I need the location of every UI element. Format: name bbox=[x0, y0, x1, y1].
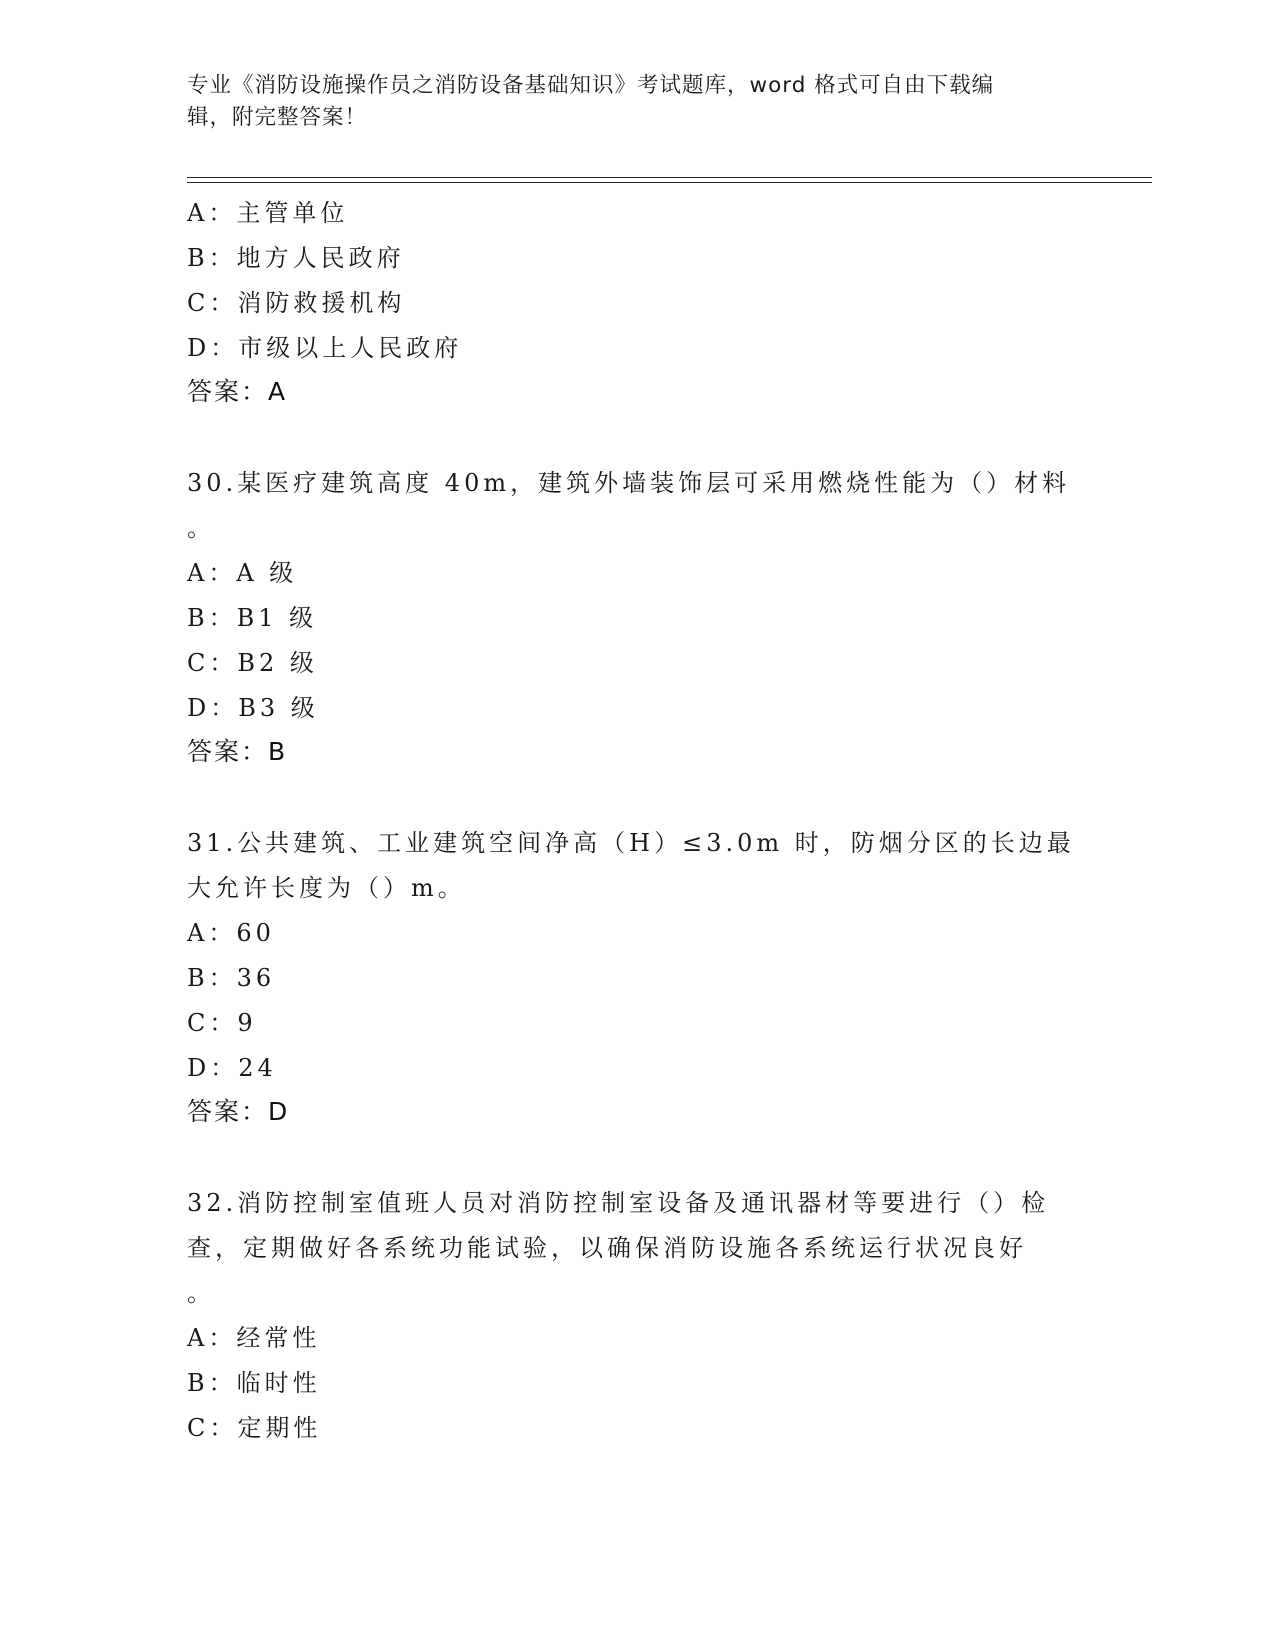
q31-option-b: B：36 bbox=[187, 964, 276, 992]
q30-option-d: D：B3 级 bbox=[187, 694, 319, 722]
header-line-2: 辑，附完整答案！ bbox=[187, 105, 368, 130]
q30-option-a: A：A 级 bbox=[187, 559, 298, 587]
q29-answer: 答案：A bbox=[187, 377, 288, 406]
q31-option-c: C：9 bbox=[187, 1009, 257, 1037]
q32-option-a: A：经常性 bbox=[187, 1324, 321, 1352]
q30-stem-line-1: 30.某医疗建筑高度 40m，建筑外墙装饰层可采用燃烧性能为（）材料 bbox=[187, 469, 1071, 497]
q30-option-b: B：B1 级 bbox=[187, 604, 318, 632]
q29-option-c: C：消防救援机构 bbox=[187, 289, 406, 317]
q31-option-d: D：24 bbox=[187, 1054, 277, 1082]
header-divider-bottom bbox=[187, 182, 1152, 183]
q30-option-c: C：B2 级 bbox=[187, 649, 318, 677]
q31-answer: 答案：D bbox=[187, 1097, 290, 1126]
q29-option-d: D：市级以上人民政府 bbox=[187, 334, 463, 362]
q32-stem-line-1: 32.消防控制室值班人员对消防控制室设备及通讯器材等要进行（）检 bbox=[187, 1189, 1050, 1217]
q31-option-a: A：60 bbox=[187, 919, 275, 947]
q31-stem-line-1: 31.公共建筑、工业建筑空间净高（H）≤3.0m 时，防烟分区的长边最 bbox=[187, 829, 1075, 857]
q31-stem-line-2: 大允许长度为（）m。 bbox=[187, 874, 466, 902]
q32-stem-line-3: 。 bbox=[187, 1279, 215, 1307]
q32-option-b: B：临时性 bbox=[187, 1369, 321, 1397]
header-line-1: 专业《消防设施操作员之消防设备基础知识》考试题库，word 格式可自由下载编 bbox=[187, 73, 995, 98]
document-header bbox=[187, 70, 1067, 134]
q30-stem-line-2: 。 bbox=[187, 514, 215, 542]
q32-option-c: C：定期性 bbox=[187, 1414, 322, 1442]
q30-answer: 答案：B bbox=[187, 737, 288, 766]
q32-stem-line-2: 查，定期做好各系统功能试验，以确保消防设施各系统运行状况良好 bbox=[187, 1234, 1027, 1262]
header-divider-top bbox=[187, 177, 1152, 178]
q29-option-b: B：地方人民政府 bbox=[187, 244, 405, 272]
q29-option-a: A：主管单位 bbox=[187, 199, 349, 227]
